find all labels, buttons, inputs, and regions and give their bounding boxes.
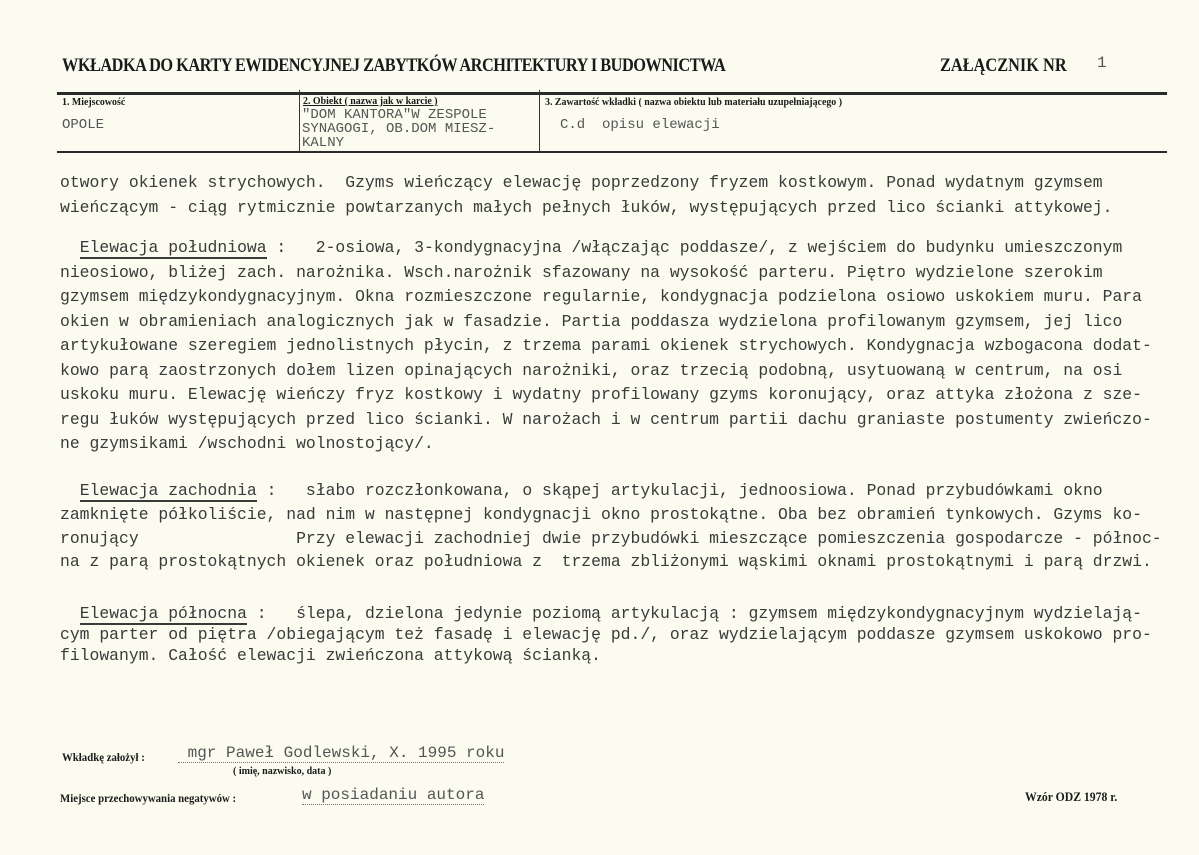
negatives-label: Miejsce przechowywania negatywów : [60, 791, 237, 805]
author-hint: ( imię, nazwisko, data ) [233, 766, 332, 777]
text-line: cym parter od piętra /obiegającym też fasadę i elewację pd./, oraz wydzielającym poddasze gzymsem uskokowo pro- [60, 625, 1152, 644]
south-elevation-paragraph [60, 236, 1152, 457]
bottom-rule [57, 151, 1167, 153]
text-fragment: : słabo rozczłonkowana, o skąpej artykulacji, jednoosiowa. Ponad przybudówkami okno [256, 481, 1103, 500]
text-line: ronujący Przy elewacji zachodniej dwie przybudówki mieszczące pomieszczenia gospodarcze - północ- [60, 528, 1162, 548]
text-line: na z parą prostokątnych okienek oraz południowa z trzema zbliżonymi wąskimi oknami prostokątnymi i parą drzwi. [60, 552, 1152, 572]
content-value: C.d opisu elewacji [560, 117, 720, 133]
negatives-value: w posiadaniu autora [302, 786, 485, 804]
text-line: wieńczącym - ciąg rytmicznie powtarzanych małych pełnych łuków, występujących przed lico ścianki attykowej. [60, 197, 1113, 217]
author-label: Wkładkę założył : [62, 750, 145, 764]
author-value: mgr Paweł Godlewski, X. 1995 roku [178, 744, 505, 762]
text-line: okien w obramieniach analogicznych jak w fasadzie. Partia poddasza wydzielona profilowanym gzymsem, jej lico [60, 311, 1123, 331]
object-line: KALNY [302, 135, 345, 151]
south-heading: Elewacja południowa [79, 238, 267, 257]
text-line: zamknięte półkoliście, nad nim w następnej kondygnacji okno prostokątne. Oba bez obramień tynkowych. Gzyms ko- [60, 504, 1142, 524]
intro-paragraph [60, 171, 1112, 220]
north-heading: Elewacja północna [79, 604, 247, 623]
object-line: "DOM KANTORA"W ZESPOLE [302, 107, 487, 123]
text-line: gzymsem międzykondygnacyjnym. Okna rozmieszczone regularnie, kondygnacja podzielona osiowo uskokiem muru. Para [60, 287, 1142, 306]
text-line: kowo parą zaostrzonych dołem lizen opinających narożniki, oraz trzecią podobną, usytuowaną w centrum, na osi [60, 360, 1123, 380]
annex-number: 1 [1097, 54, 1107, 72]
text-line: artykułowane szeregiem jednolistnych płycin, z trzema parami okienek strychowych. Kondygnacja wzbogacona dodat- [60, 336, 1152, 355]
text-line [60, 603, 1152, 624]
top-rule [57, 92, 1167, 95]
column-divider [299, 90, 300, 152]
column-divider [539, 90, 540, 152]
content-label: 3. Zawartość wkładki ( nazwa obiektu lub materiału uzupełniającego ) [545, 96, 843, 108]
text-line: filowanym. Całość elewacji zwieńczona attykową ścianką. [60, 646, 601, 665]
text-line: ne gzymsikami /wschodni wolnostojący/. [60, 434, 434, 453]
text-line: otwory okienek strychowych. Gzyms wieńczący elewację poprzedzony fryzem kostkowym. Ponad wydatnym gzymsem [60, 173, 1103, 192]
location-label: 1. Miejscowość [62, 96, 126, 108]
text-line: uskoku muru. Elewację wieńczy fryz kostkowy i wydatny profilowany gzyms koronujący, oraz attyka złożona z sze- [60, 385, 1142, 404]
object-line: SYNAGOGI, OB.DOM MIESZ- [302, 121, 496, 137]
west-heading: Elewacja zachodnia [79, 481, 257, 500]
location-value: OPOLE [62, 117, 105, 133]
north-elevation-paragraph [60, 603, 1152, 666]
text-line [60, 236, 1152, 261]
text-line: regu łuków występujących przed lico ścianki. W narożach i w centrum partii dachu graniaste postumenty zwieńczo- [60, 409, 1152, 429]
annex-label: ZAŁĄCZNIK NR [940, 55, 1067, 76]
west-elevation-paragraph [60, 479, 1162, 574]
form-model: Wzór ODZ 1978 r. [1025, 789, 1118, 804]
text-line [60, 479, 1162, 503]
form-title: WKŁADKA DO KARTY EWIDENCYJNEJ ZABYTKÓW ARCHITEKTURY I BUDOWNICTWA [62, 55, 726, 76]
text-fragment: : ślepa, dzielona jedynie poziomą artykulacją : gzymsem międzykondygnacyjnym wydzielają- [246, 604, 1142, 623]
object-label: 2. Obiekt ( nazwa jak w karcie ) [303, 95, 438, 107]
text-line: nieosiowo, bliżej zach. narożnika. Wsch.narożnik sfazowany na wysokość parteru. Piętro wydzielone szerokim [60, 262, 1103, 282]
text-fragment: : 2-osiowa, 3-kondygnacyjna /włączając poddasze/, z wejściem do budynku umieszczonym [266, 238, 1123, 257]
